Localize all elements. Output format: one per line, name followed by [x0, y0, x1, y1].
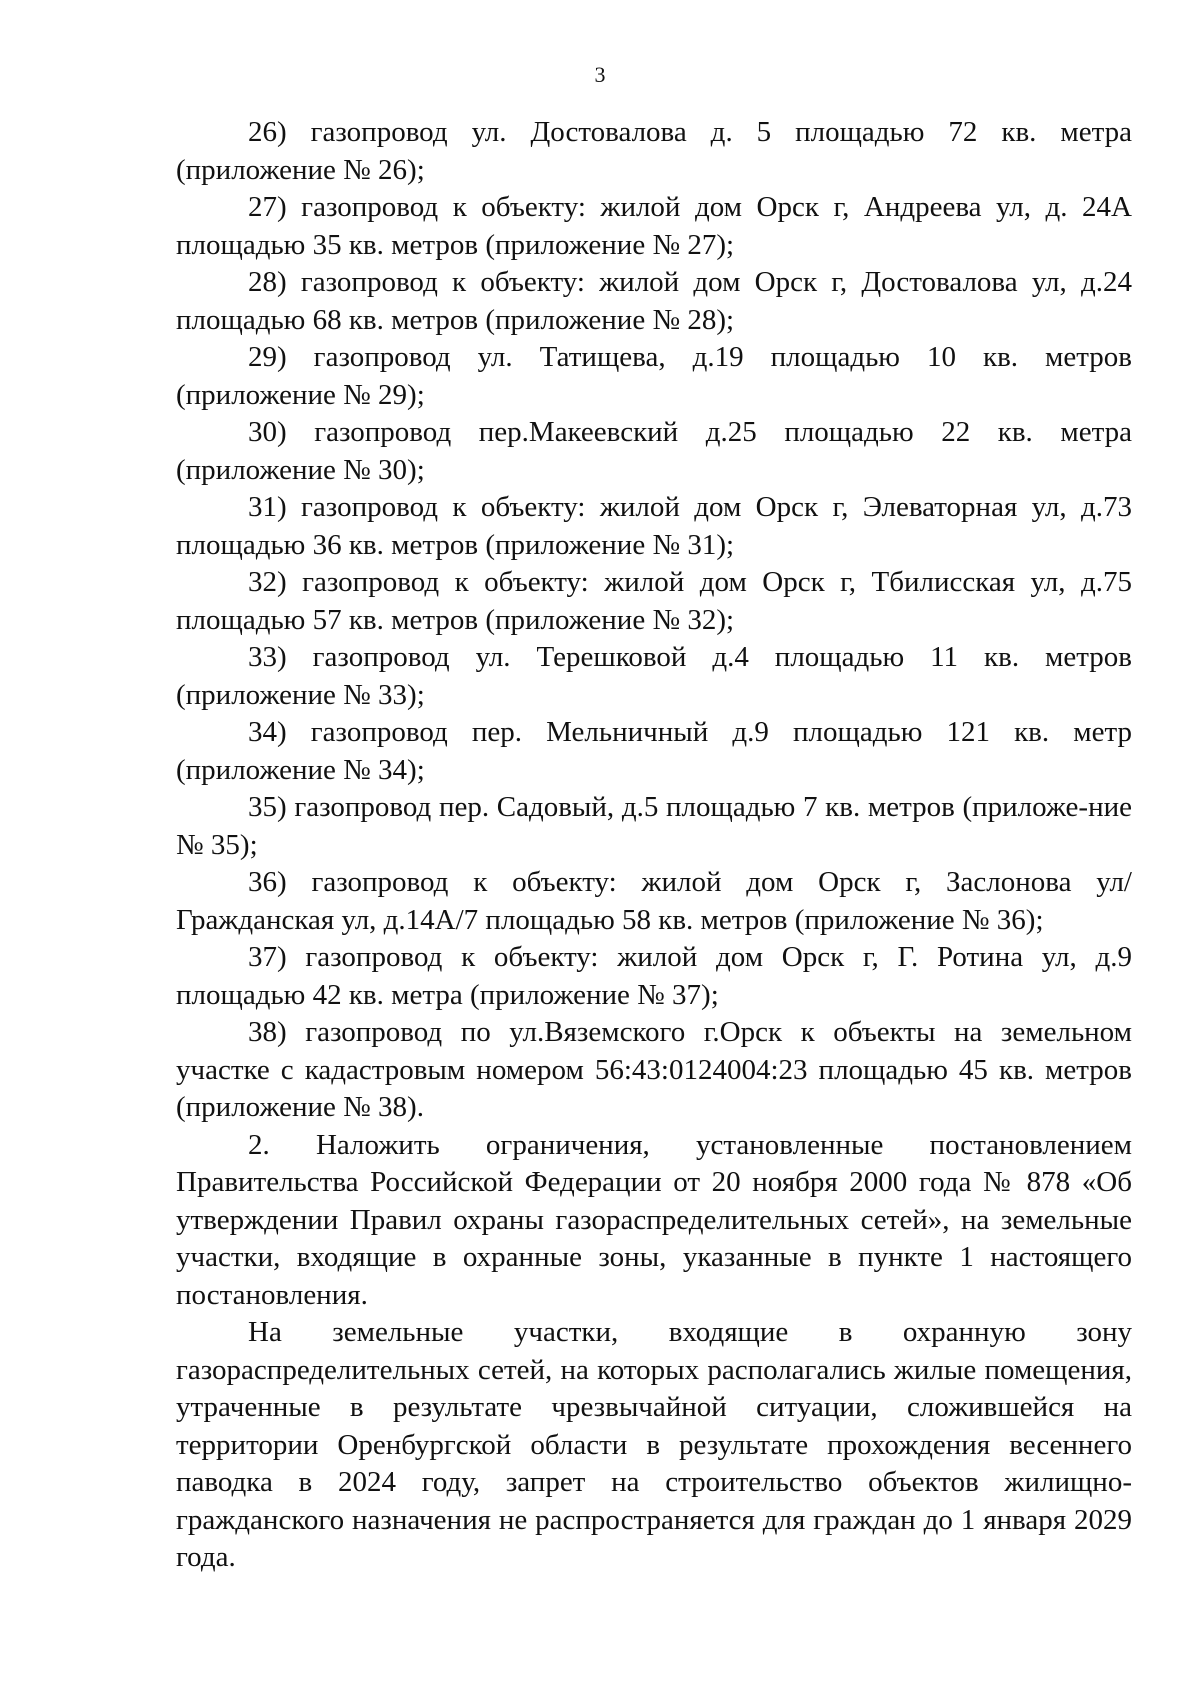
list-item-38: 38) газопровод по ул.Вяземского г.Орск к объекты на земельном участке с кадастровым номером 56:43:0124004:23 площадью 45 кв. метров (приложение № 38). — [176, 1016, 1132, 1123]
page-number: 3 — [594, 62, 606, 87]
clause-2-paragraph: 2. Наложить ограничения, установленные постановлением Правительства Российской Федерации от 20 ноября 2000 года № 878 «Об утверждении Правил охраны газораспределительных сетей», на земельные участки, входящие в охранные зоны, указанные в пункте 1 настоящего постановления. — [176, 1128, 1132, 1311]
list-item-29: 29) газопровод ул. Татищева, д.19 площадью 10 кв. метров (приложение № 29); — [176, 341, 1132, 411]
list-item-26: 26) газопровод ул. Достовалова д. 5 площадью 72 кв. метра (приложение № 26); — [176, 116, 1132, 186]
list-item-33: 33) газопровод ул. Терешковой д.4 площадью 11 кв. метров (приложение № 33); — [176, 641, 1132, 711]
list-item-31: 31) газопровод к объекту: жилой дом Орск г, Элеваторная ул, д.73 площадью 36 кв. метров (приложение № 31); — [176, 491, 1132, 561]
list-item-36: 36) газопровод к объекту: жилой дом Орск г, Заслонова ул/ Гражданская ул, д.14А/7 площадью 58 кв. метров (приложение № 36); — [176, 866, 1132, 936]
list-item-32: 32) газопровод к объекту: жилой дом Орск г, Тбилисская ул, д.75 площадью 57 кв. метров (приложение № 32); — [176, 566, 1132, 636]
document-body — [176, 114, 1132, 1577]
list-item-27: 27) газопровод к объекту: жилой дом Орск г, Андреева ул, д. 24А площадью 35 кв. метров (приложение № 27); — [176, 191, 1132, 261]
exception-paragraph: На земельные участки, входящие в охранную зону газораспределительных сетей, на которых располагались жилые помещения, утраченные в результате чрезвычайной ситуации, сложившейся на территории Оренбургской области в результате прохождения весеннего паводка в 2024 году, запрет на строительство объектов жилищно-гражданского назначения не распространяется для граждан до 1 января 2029 года. — [176, 1316, 1132, 1573]
list-item-35: 35) газопровод пер. Садовый, д.5 площадью 7 кв. метров (приложе-ние № 35); — [176, 791, 1132, 861]
list-item-28: 28) газопровод к объекту: жилой дом Орск г, Достовалова ул, д.24 площадью 68 кв. метров (приложение № 28); — [176, 266, 1132, 336]
list-item-30: 30) газопровод пер.Макеевский д.25 площадью 22 кв. метра (приложение № 30); — [176, 416, 1132, 486]
list-item-37: 37) газопровод к объекту: жилой дом Орск г, Г. Ротина ул, д.9 площадью 42 кв. метра (приложение № 37); — [176, 941, 1132, 1011]
list-item-34: 34) газопровод пер. Мельничный д.9 площадью 121 кв. метр (приложение № 34); — [176, 716, 1132, 786]
